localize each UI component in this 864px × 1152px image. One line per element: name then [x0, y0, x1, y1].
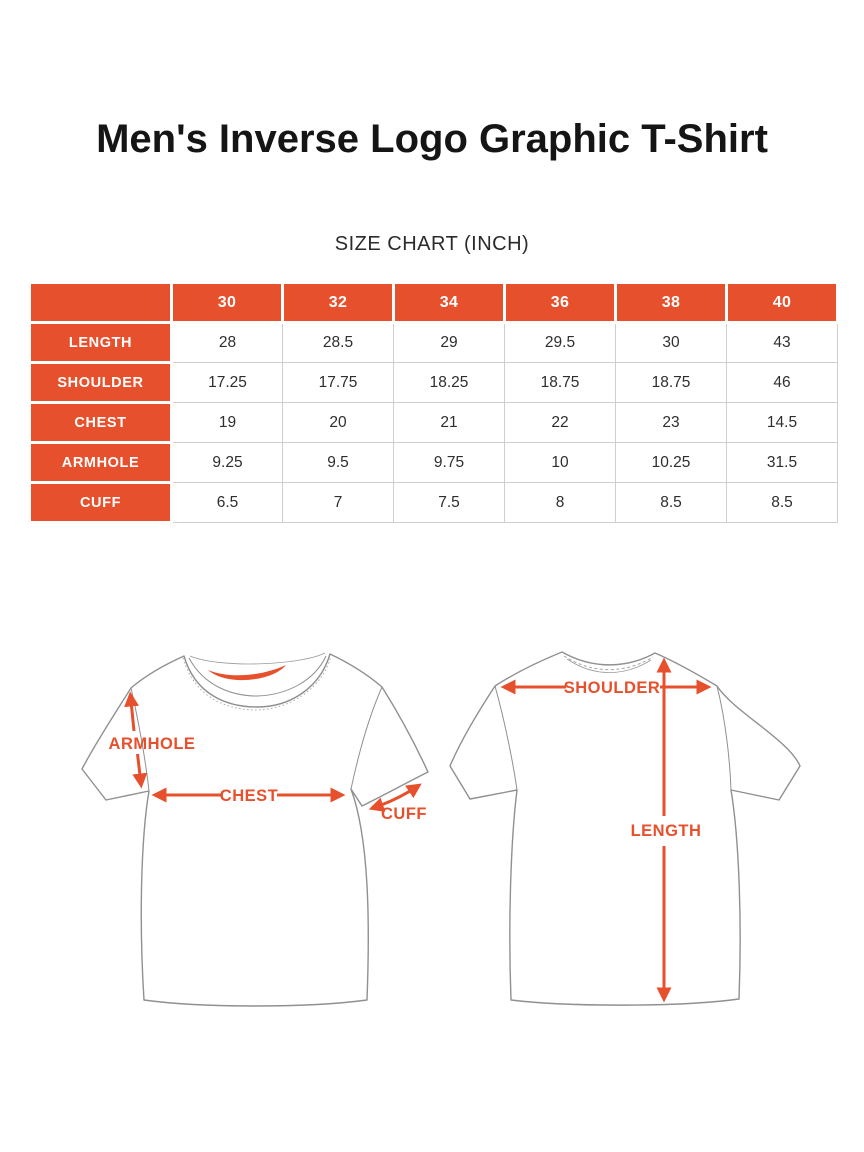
measurement-value-cell: 19 — [172, 403, 283, 443]
length-label: LENGTH — [630, 822, 702, 840]
chest-label: CHEST — [219, 787, 279, 805]
collar-back-edge — [190, 653, 325, 664]
measurement-value-cell: 29 — [394, 323, 505, 363]
measurement-value-cell: 23 — [616, 403, 727, 443]
measurement-value-cell: 8 — [505, 483, 616, 523]
measurement-value-cell: 17.75 — [283, 363, 394, 403]
size-column-header: 36 — [505, 283, 616, 323]
measurement-row-label: ARMHOLE — [30, 443, 172, 483]
back-shirt-illustration — [450, 652, 800, 1005]
armhole-label: ARMHOLE — [108, 735, 196, 753]
measurement-value-cell: 10.25 — [616, 443, 727, 483]
measurement-value-cell: 20 — [283, 403, 394, 443]
measurement-value-cell: 8.5 — [727, 483, 838, 523]
collar-inner-orange-band — [208, 665, 286, 680]
measurement-row-label: CUFF — [30, 483, 172, 523]
front-shirt-body — [82, 654, 428, 1006]
measurement-value-cell: 18.75 — [616, 363, 727, 403]
size-chart-subtitle: SIZE CHART (INCH) — [334, 233, 530, 255]
measurement-value-cell: 7 — [283, 483, 394, 523]
size-column-header: 30 — [172, 283, 283, 323]
table-row — [30, 483, 838, 523]
table-row — [30, 323, 838, 363]
measurement-value-cell: 30 — [616, 323, 727, 363]
measurement-value-cell: 43 — [727, 323, 838, 363]
measurement-value-cell: 17.25 — [172, 363, 283, 403]
measurement-value-cell: 18.25 — [394, 363, 505, 403]
size-chart-table — [28, 281, 839, 524]
table-row — [30, 403, 838, 443]
measurement-row-label: SHOULDER — [30, 363, 172, 403]
front-shirt-illustration — [82, 653, 428, 1006]
measurement-value-cell: 9.5 — [283, 443, 394, 483]
size-column-header: 32 — [283, 283, 394, 323]
measurement-value-cell: 8.5 — [616, 483, 727, 523]
measurement-value-cell: 18.75 — [505, 363, 616, 403]
measurement-value-cell: 21 — [394, 403, 505, 443]
cuff-label: CUFF — [381, 805, 427, 823]
measurement-value-cell: 46 — [727, 363, 838, 403]
back-shirt-body — [450, 652, 800, 1005]
measurement-diagram — [0, 576, 864, 1152]
size-header-row — [30, 283, 838, 323]
measurement-row-label: CHEST — [30, 403, 172, 443]
measurement-value-cell: 28 — [172, 323, 283, 363]
measurement-value-cell: 31.5 — [727, 443, 838, 483]
size-column-header: 34 — [394, 283, 505, 323]
measurement-row-label: LENGTH — [30, 323, 172, 363]
measurement-value-cell: 14.5 — [727, 403, 838, 443]
size-column-header: 38 — [616, 283, 727, 323]
table-row — [30, 443, 838, 483]
measurement-value-cell: 9.25 — [172, 443, 283, 483]
shoulder-label: SHOULDER — [563, 679, 661, 697]
measurement-value-cell: 28.5 — [283, 323, 394, 363]
measurement-value-cell: 22 — [505, 403, 616, 443]
size-column-header: 40 — [727, 283, 838, 323]
measurement-value-cell: 10 — [505, 443, 616, 483]
measurement-value-cell: 6.5 — [172, 483, 283, 523]
measurement-value-cell: 9.75 — [394, 443, 505, 483]
page-title: Men's Inverse Logo Graphic T-Shirt — [96, 116, 768, 161]
measurement-value-cell: 7.5 — [394, 483, 505, 523]
measurement-value-cell: 29.5 — [505, 323, 616, 363]
table-row — [30, 363, 838, 403]
table-corner-cell — [30, 283, 172, 323]
